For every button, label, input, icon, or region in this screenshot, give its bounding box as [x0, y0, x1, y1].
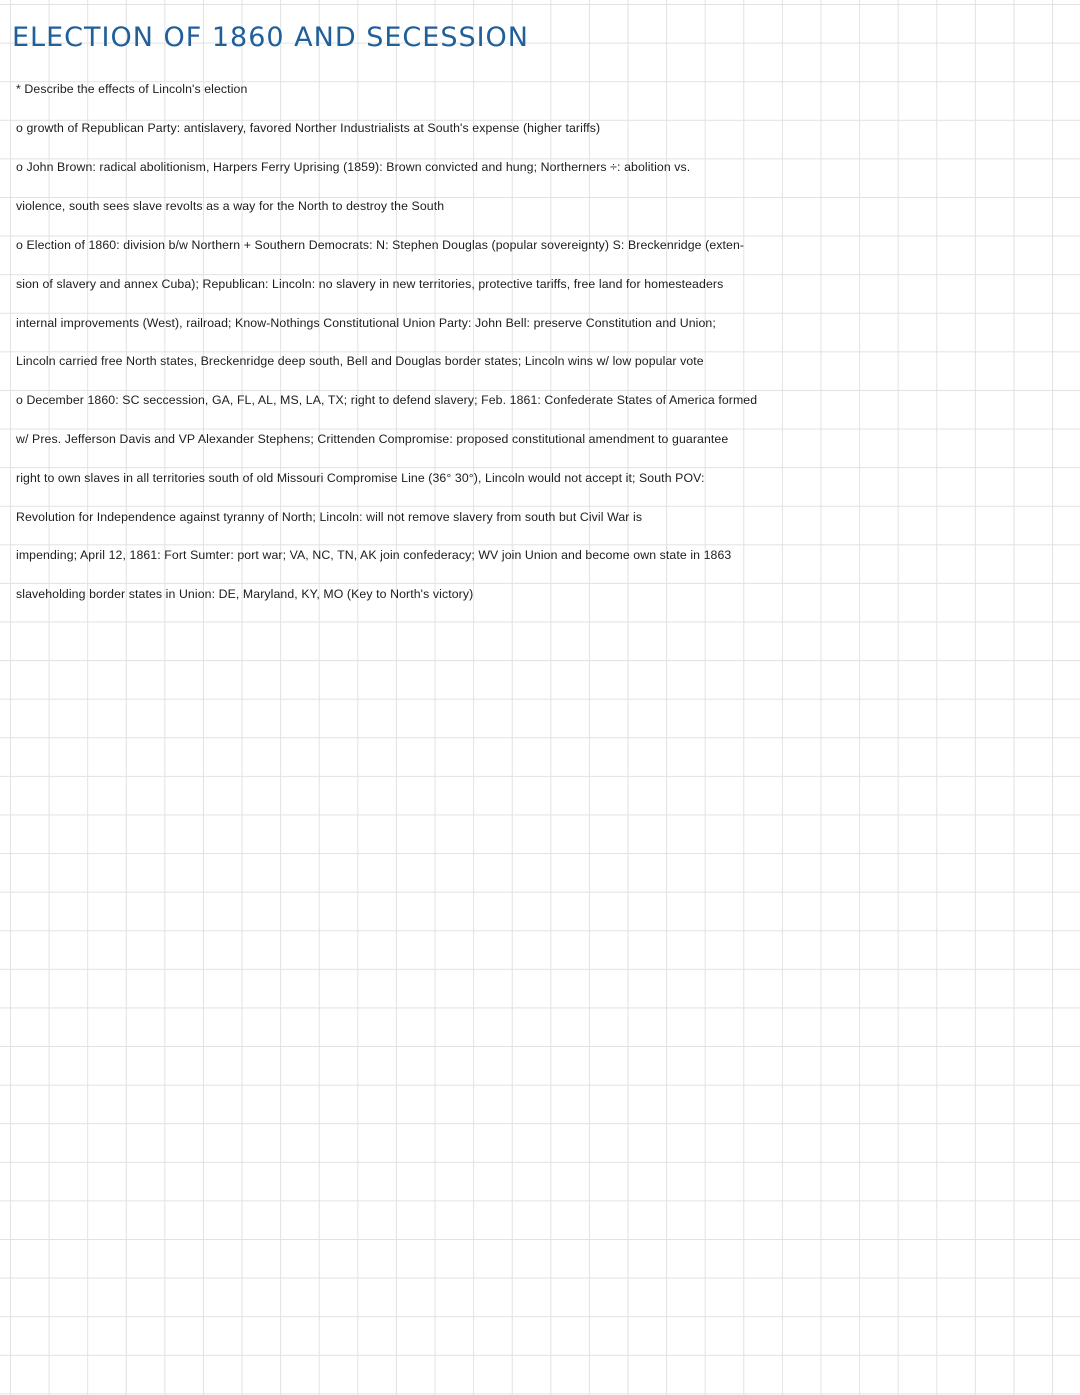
- note-line: slaveholding border states in Union: DE, Maryland, KY, MO (Key to North's victory): [16, 587, 474, 601]
- note-line: sion of slavery and annex Cuba); Republican: Lincoln: no slavery in new territories, protective tariffs, free land for homesteaders: [16, 277, 724, 291]
- note-line: internal improvements (West), railroad; Know-Nothings Constitutional Union Party: John Bell: preserve Constitution and Union;: [16, 316, 716, 330]
- note-line: Revolution for Independence against tyranny of North; Lincoln: will not remove slavery from south but Civil War is: [16, 510, 643, 524]
- note-line: o Election of 1860: division b/w Northern + Southern Democrats: N: Stephen Douglas (popular sovereignty) S: Breckenridge (exten-: [16, 238, 745, 252]
- note-line: w/ Pres. Jefferson Davis and VP Alexander Stephens; Crittenden Compromise: proposed constitutional amendment to guarantee: [16, 432, 729, 446]
- note-line: o December 1860: SC seccession, GA, FL, AL, MS, LA, TX; right to defend slavery; Feb. 1861: Confederate States of America formed: [16, 393, 758, 407]
- note-line: right to own slaves in all territories south of old Missouri Compromise Line (36° 30°), Lincoln would not accept it; South POV:: [16, 471, 705, 485]
- note-line: violence, south sees slave revolts as a way for the North to destroy the South: [16, 199, 445, 213]
- note-line: * Describe the effects of Lincoln's election: [16, 82, 248, 96]
- note-line: o John Brown: radical abolitionism, Harpers Ferry Uprising (1859): Brown convicted and hung; Northerners ÷: abolition vs.: [16, 160, 691, 174]
- note-line: impending; April 12, 1861: Fort Sumter: port war; VA, NC, TN, AK join confederacy; WV join Union and become own state in 1863: [16, 548, 732, 562]
- page-title: ELECTION OF 1860 AND SECESSION: [12, 22, 530, 53]
- note-line: Lincoln carried free North states, Breckenridge deep south, Bell and Douglas border states; Lincoln wins w/ low popular vote: [16, 354, 704, 368]
- note-line: o growth of Republican Party: antislavery, favored Norther Industrialists at South's expense (higher tariffs): [16, 121, 601, 135]
